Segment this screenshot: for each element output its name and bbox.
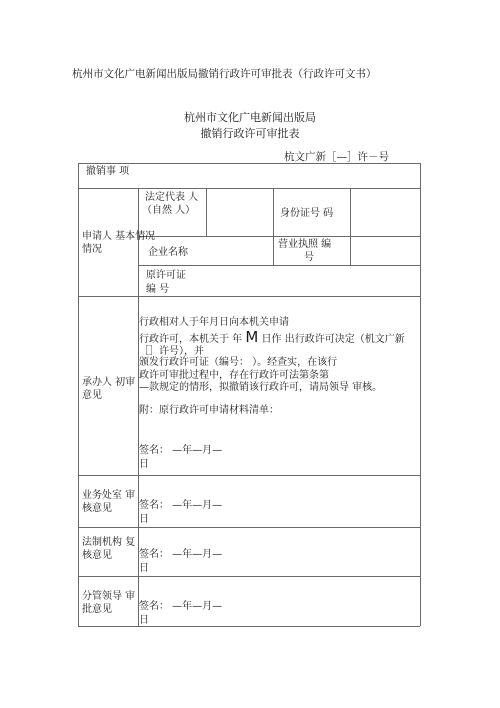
table-line [273, 188, 274, 265]
table-line [138, 236, 420, 237]
handler-opinion-label-sub: 意见 [82, 390, 102, 401]
table-line [78, 163, 420, 164]
table-line [138, 265, 420, 266]
dept-review-label: 业务处室 审 [82, 490, 136, 501]
applicant-info-label-cont: 情况 [82, 244, 102, 255]
table-line [78, 296, 420, 297]
dept-review-label-sub: 核意见 [82, 503, 112, 514]
business-license-label: 营业执照 编 [278, 239, 332, 250]
opinion-line: —款规定的情形，拟撤销该行政许可，请局领导 审核。 [139, 382, 383, 393]
orig-permit-label: 原许可证 [146, 270, 186, 281]
handler-opinion-label: 承办人 初审 [82, 377, 136, 388]
table-line [78, 576, 420, 577]
orig-permit-label-sub: 编 号 [146, 284, 170, 295]
form-title-line2: 撤销行政许可审批表 [200, 127, 300, 140]
dept-signature-day: 日 [139, 514, 149, 525]
legal-signature: 签名： —年—月— [139, 549, 223, 560]
company-name-label: 企业名称 [148, 247, 188, 258]
opinion-line: ［］许号），并 [139, 346, 204, 357]
id-number-label: 身份证号 码 [280, 208, 334, 219]
opinion-line [139, 328, 405, 346]
opinion-line: 颁发行政许可证（编号： ）。经查实，在该行 [139, 357, 338, 368]
handler-signature-day: 日 [139, 459, 149, 470]
document-number: 杭文广新［—］许－号 [284, 151, 389, 163]
legal-review-label-sub: 核意见 [82, 550, 112, 561]
table-line [78, 475, 420, 476]
opinion-mark: M [245, 328, 259, 346]
table-line [78, 626, 420, 627]
attachment-line: 附：原行政许可申请材料清单： [139, 405, 279, 416]
leader-approval-label-sub: 批意见 [82, 604, 112, 615]
opinion-text: 日作 出行政许可决定（机文广新 [261, 334, 405, 345]
legal-rep-label-sub: （自然 人） [142, 205, 196, 216]
legal-rep-label: 法定代表 人 [145, 192, 199, 203]
applicant-info-label: 申请人 基本情况 [82, 231, 156, 242]
table-line [78, 527, 420, 528]
table-line [350, 188, 351, 265]
legal-signature-day: 日 [139, 563, 149, 574]
document-header: 杭州市文化广电新闻出版局撤销行政许可审批表（行政许可文书） [72, 68, 377, 80]
leader-signature-day: 日 [139, 615, 149, 626]
opinion-line: 政许可审批过程中，存在行政许可法第条第 [139, 370, 329, 381]
revoke-item-label: 撤销事 项 [86, 166, 130, 177]
opinion-line: 行政相对人于年月日向本机关申请 [139, 317, 289, 328]
table-line [420, 163, 421, 626]
opinion-text: 行政许可，本机关于 年 [139, 334, 243, 345]
handler-signature: 签名： —年—月— [139, 445, 223, 456]
leader-approval-label: 分管领导 审 [82, 591, 136, 602]
business-license-label-sub: 号 [304, 252, 314, 263]
table-line [78, 188, 420, 189]
leader-signature: 签名： —年—月— [139, 601, 223, 612]
table-line [206, 188, 207, 236]
dept-signature: 签名： —年—月— [139, 500, 223, 511]
table-line [78, 163, 79, 626]
legal-review-label: 法制机构 复 [82, 537, 136, 548]
form-title-line1: 杭州市文化广电新闻出版局 [184, 111, 316, 124]
